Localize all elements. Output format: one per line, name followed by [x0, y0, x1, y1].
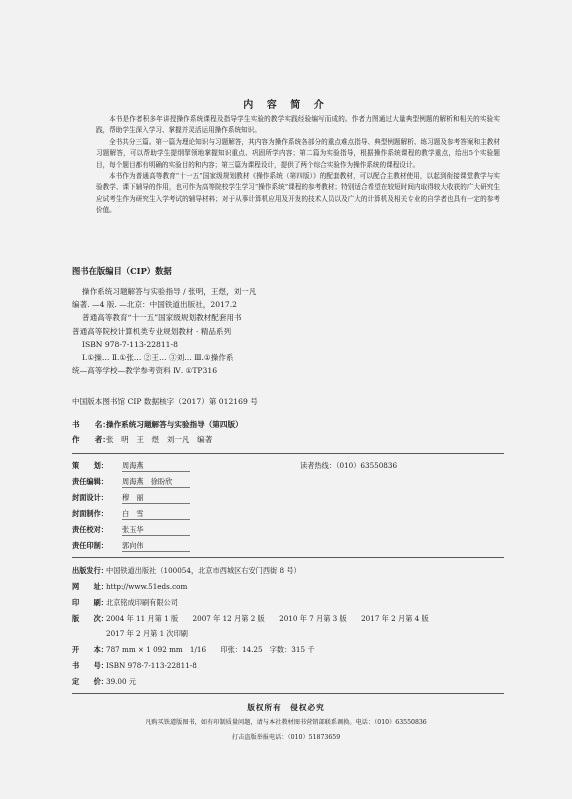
publishing-label: 网 址： — [72, 582, 108, 591]
staff-value: 周海燕 — [122, 461, 190, 472]
cip-line: ISBN 978-7-113-22811-8 — [82, 339, 178, 349]
publishing-value: 北京铭成印刷有限公司 — [106, 598, 178, 607]
staff-value: 张玉华 — [122, 525, 190, 536]
staff-label: 策 划： — [72, 461, 108, 470]
book-name-row — [72, 419, 243, 430]
cip-heading: 图书在版编目（CIP）数据 — [72, 266, 172, 276]
publishing-value: 39.00 元 — [106, 677, 137, 686]
staff-label: 责任编辑： — [72, 477, 108, 486]
intro-title: 内 容 简 介 — [243, 100, 329, 111]
book-author-value: 张 明 王 煜 刘一凡 编著 — [106, 435, 213, 444]
publishing-row — [72, 677, 136, 687]
publishing-row — [72, 661, 197, 671]
cip-line: 普通高等教育“十一五”国家级规划教材配套用书 — [82, 313, 242, 323]
divider — [72, 453, 504, 454]
staff-value: 周海燕 徐盼欣 — [122, 477, 190, 488]
publishing-row — [72, 629, 188, 639]
staff-row — [72, 525, 190, 536]
cip-line: 编著. —4 版. —北京：中国铁道出版社，2017.2 — [72, 300, 237, 310]
publishing-label: 出版发行： — [72, 566, 108, 575]
publishing-label: 书 号： — [72, 661, 108, 670]
intro-paragraph-1: 本书是作者积多年讲授操作系统课程及指导学生实验的教学实践经验编写而成的。作者力图通过大量典型例题的解析和相关的实验实践，帮助学生深入学习、掌握并灵活运用操作系统知识。 — [96, 115, 500, 135]
book-name-label: 书 名： — [72, 420, 110, 429]
cip-line: 统—高等学校—教学参考资料 Ⅳ. ①TP316 — [72, 366, 218, 376]
publishing-value: 2017 年 2 月第 1 次印刷 — [106, 629, 188, 638]
piracy-report-line: 打击盗版举报电话：（010）51873659 — [231, 734, 341, 741]
publishing-value: ISBN 978-7-113-22811-8 — [106, 661, 197, 670]
staff-label: 封面设计： — [72, 493, 108, 502]
publishing-row — [72, 582, 187, 592]
book-name-value: 操作系统习题解答与实验指导（第四版） — [106, 420, 243, 429]
divider — [72, 693, 504, 694]
cip-block — [72, 285, 512, 377]
cip-record-number: 中国版本图书馆 CIP 数据核字（2017）第 012169 号 — [72, 397, 258, 406]
staff-row — [72, 477, 190, 488]
divider — [72, 557, 504, 558]
staff-value: 白 雪 — [122, 509, 190, 520]
staff-row — [72, 461, 190, 472]
publishing-row — [72, 566, 301, 576]
staff-value: 穆 丽 — [122, 493, 190, 504]
cip-line: Ⅰ.①操… Ⅱ.①张… ②王… ③刘… Ⅲ.①操作系 — [82, 353, 234, 363]
quality-notice: 凡购买铁道版图书，如有印制质量问题，请与本社教材图书营销部联系调换。电话：（010）63550836 — [145, 719, 427, 726]
intro-paragraph-2: 全书共分三篇。第一篇为理论知识与习题解答，其内容为操作系统各部分的重点难点指导、典型例题解析、练习题及参考答案和主教材习题解答，可以帮助学生提纲挈领地掌握知识重点、巩固所学内容；第二篇为实验指导，根据操作系统课程的教学重点，给出5个实验题目，每个题目都有明确的实验目的和内容；第三篇为课程设计，提供了两个综合实验作为操作系统的课程设计。 — [96, 137, 500, 169]
reader-hotline: 读者热线：（010）63550836 — [300, 461, 398, 470]
publishing-label: 定 价： — [72, 677, 108, 686]
cip-line: 操作系统习题解答与实验指导 / 张明，王煜，刘一凡 — [82, 287, 257, 296]
book-author-label: 作 者： — [72, 435, 110, 444]
staff-label: 责任校对： — [72, 525, 108, 534]
staff-row — [72, 541, 190, 552]
publishing-value: 2004 年 11 月第 1 版 2007 年 12 月第 2 版 2010 年 7 月第 3 版 2017 年 2 月第 4 版 — [106, 614, 429, 623]
publishing-value: 中国铁道出版社（100054，北京市西城区右安门西街 8 号） — [106, 566, 301, 575]
intro-text — [96, 114, 500, 217]
copyright-notice: 版权所有 侵权必究 — [247, 703, 325, 712]
staff-value: 郭向伟 — [122, 541, 190, 552]
staff-label: 责任印制： — [72, 541, 108, 550]
publishing-value: http://www.51eds.com — [106, 582, 188, 591]
staff-row — [72, 493, 190, 504]
cip-line: 普通高等院校计算机类专业规划教材 · 精品系列 — [72, 326, 232, 336]
intro-paragraph-3: 本书作为普通高等教育“十一五”国家级规划教材《操作系统（第四版）》的配套教材，可以配合主教材使用，以起到衔接课堂教学与实验教学、课下辅导的作用，也可作为高等院校学生学习“操作系统”课程的参考教材；特别适合希望在较短时间内取得较大收获的广大研究生应试考生作为研究生入学考试的辅导材料；对于从事计算机应用及开发的技术人员以及广大的计算机及相关专业的自学者也具有一定的参考价值。 — [96, 172, 500, 215]
publishing-label: 开 本： — [72, 645, 108, 654]
publishing-row — [72, 645, 315, 655]
publishing-row — [72, 598, 178, 608]
staff-label: 封面制作： — [72, 509, 108, 518]
book-author-row — [72, 434, 212, 445]
publishing-label: 版 次： — [72, 614, 108, 623]
staff-row — [72, 509, 190, 520]
publishing-row — [72, 614, 429, 624]
publishing-label: 印 刷： — [72, 598, 108, 607]
publishing-value: 787 mm × 1 092 mm 1/16 印张：14.25 字数：315 千 — [106, 645, 315, 654]
